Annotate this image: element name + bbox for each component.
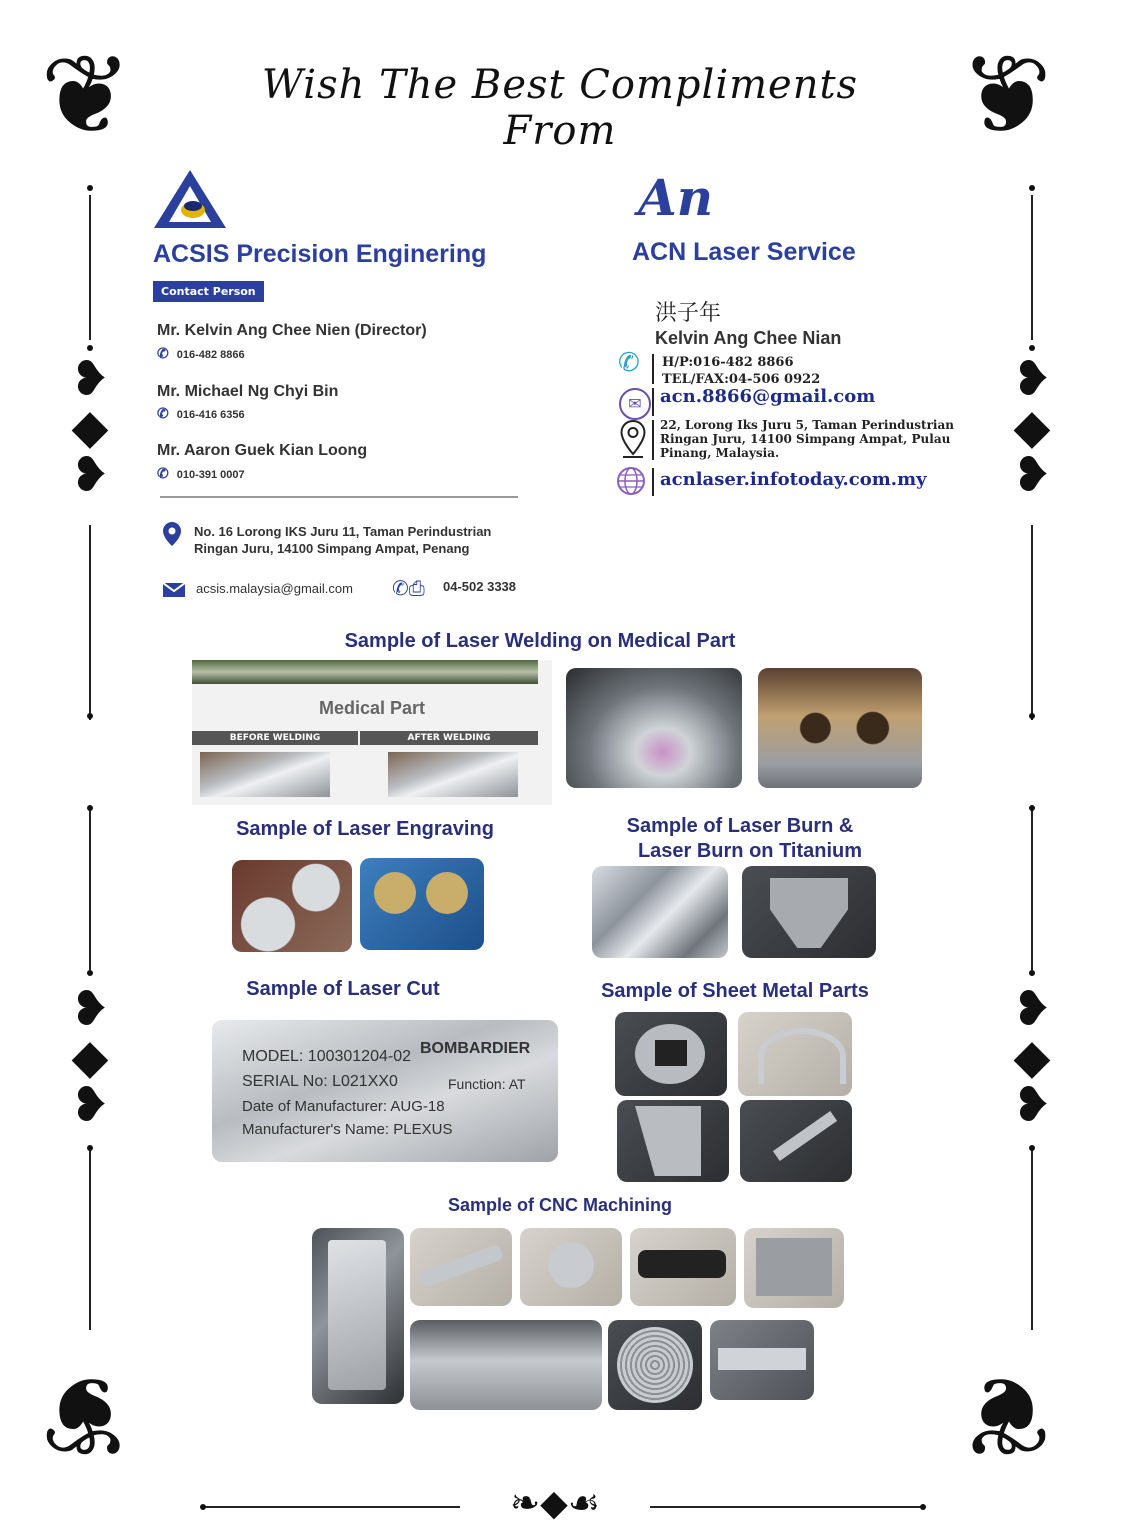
sheet-metal-photo-4 (740, 1100, 852, 1182)
section-title-cnc: Sample of CNC Machining (447, 1195, 672, 1215)
location-pin-icon (620, 420, 646, 458)
divider-bar (652, 388, 654, 416)
divider-bar (652, 420, 654, 460)
cnc-photo-7 (608, 1320, 702, 1410)
mail-icon (163, 583, 185, 597)
after-label: AFTER WELDING (360, 731, 538, 745)
contact-name-1: Mr. Kelvin Ang Chee Nien (Director) (157, 322, 427, 339)
divider-bar (652, 468, 654, 496)
cnc-photo-3 (520, 1228, 622, 1306)
acn-company-name: ACN Laser Service (632, 238, 856, 266)
welding-photo-part (758, 668, 922, 788)
medical-part-card (192, 660, 552, 805)
acn-website[interactable]: acnlaser.infotoday.com.my (660, 469, 927, 490)
acn-address-line3: Pinang, Malaysia. (660, 446, 780, 460)
acsis-address-line1: No. 16 Lorong IKS Juru 11, Taman Perindustrian (194, 524, 492, 539)
sheet-metal-photo-3 (617, 1100, 729, 1182)
cnc-photo-5 (744, 1228, 844, 1308)
bottom-ornament-icon: ❧◆☙ (509, 1483, 601, 1524)
acn-person-name: Kelvin Ang Chee Nian (655, 328, 842, 348)
border-dot (87, 1145, 93, 1151)
globe-icon (616, 466, 646, 496)
border-dot (1029, 970, 1035, 976)
before-label: BEFORE WELDING (192, 731, 358, 745)
acn-hp[interactable]: H/P:016-482 8866 (662, 355, 794, 370)
plate-function: Function: AT (448, 1076, 526, 1092)
border-dot (87, 970, 93, 976)
plate-brand: BOMBARDIER (420, 1040, 531, 1057)
burn-photo-1 (592, 866, 728, 958)
border-dot (1029, 185, 1035, 191)
side-ornament-icon: ❥ ◆ ❥ (69, 981, 111, 1133)
border-right-line-mid (1031, 525, 1033, 720)
section-title-sheet-metal: Sample of Sheet Metal Parts (601, 980, 869, 1002)
border-dot (1029, 805, 1035, 811)
cnc-part (718, 1348, 806, 1370)
border-left-line-mid (89, 525, 91, 720)
acsis-company-name: ACSIS Precision Enginering (153, 240, 487, 268)
phone-icon: ✆ (157, 465, 169, 481)
cnc-part (638, 1250, 726, 1278)
border-dot (200, 1504, 206, 1510)
engraving-photo-1 (232, 860, 352, 952)
engraving-photo-2 (360, 858, 484, 950)
side-ornament-icon: ❥ ◆ ❥ (1011, 981, 1053, 1133)
before-welding-image (200, 752, 330, 797)
border-dot (1029, 1145, 1035, 1151)
phone-icon: ✆ (157, 405, 169, 421)
location-pin-icon (163, 522, 181, 546)
border-bottom-line-right (650, 1506, 925, 1508)
corner-flourish-icon: ❦ (960, 1351, 1053, 1479)
titanium-part (770, 878, 848, 948)
border-bottom-line-left (205, 1506, 460, 1508)
border-right-line-upper (1031, 195, 1033, 340)
acn-chinese-name: 洪子年 (655, 301, 722, 326)
border-dot (1029, 713, 1035, 719)
corner-flourish-icon: ❦ (960, 31, 1053, 159)
sheet-part (758, 1028, 846, 1084)
cnc-photo-1 (312, 1228, 404, 1404)
welding-photo-ring (566, 668, 742, 788)
cnc-part (756, 1238, 832, 1296)
contact-name-3: Mr. Aaron Guek Kian Loong (157, 442, 368, 459)
border-dot (87, 185, 93, 191)
contact-phone-3[interactable] (157, 465, 245, 482)
phone-number: 010-391 0007 (176, 469, 245, 481)
laser-cut-plate (212, 1020, 558, 1162)
sheet-metal-photo-1 (615, 1012, 727, 1096)
cnc-part (617, 1327, 693, 1403)
cnc-photo-4 (630, 1228, 736, 1306)
card-title: Medical Part (318, 698, 426, 718)
phone-icon: ✆ (618, 348, 640, 378)
cnc-photo-6 (410, 1320, 602, 1410)
section-title-engraving: Sample of Laser Engraving (236, 818, 494, 840)
corner-flourish-icon: ❦ (40, 31, 133, 159)
plate-line2: SERIAL No: L021XX0 (242, 1073, 398, 1090)
cnc-photo-2 (410, 1228, 512, 1306)
cnc-photo-8 (710, 1320, 814, 1400)
after-welding-image (388, 752, 518, 797)
acsis-email[interactable]: acsis.malaysia@gmail.com (196, 581, 353, 596)
contact-person-badge: Contact Person (153, 281, 264, 302)
burn-photo-2 (742, 866, 876, 958)
border-dot (87, 713, 93, 719)
cnc-part (418, 1244, 504, 1288)
border-right-line-lower (1031, 1150, 1033, 1330)
side-ornament-icon: ❥ ◆ ❥ (69, 351, 111, 503)
engraved-cap (426, 872, 468, 914)
section-title-burn-line2: Laser Burn on Titanium (637, 840, 863, 862)
border-left-line-upper (89, 195, 91, 340)
contact-phone-1[interactable] (157, 345, 245, 362)
plate-line3: Date of Manufacturer: AUG-18 (242, 1098, 445, 1115)
engraved-cap (374, 872, 416, 914)
acn-email[interactable]: acn.8866@gmail.com (660, 386, 876, 407)
phone-fax-icon: ✆⎙ (392, 576, 425, 600)
border-dot (87, 805, 93, 811)
acsis-address-line2: Ringan Juru, 14100 Simpang Ampat, Penang (194, 541, 470, 556)
acn-telfax[interactable]: TEL/FAX:04-506 0922 (662, 372, 821, 387)
border-right-line-mid2 (1031, 810, 1033, 970)
divider-bar (652, 354, 654, 384)
email-icon: ✉ (619, 388, 651, 420)
acn-logo: An (638, 168, 714, 227)
sheet-metal-photo-2 (738, 1012, 852, 1096)
acsis-tel[interactable]: 04-502 3338 (443, 579, 517, 594)
phone-number: 016-416 6356 (176, 409, 245, 421)
acn-address-line2: Ringan Juru, 14100 Simpang Ampat, Pulau (660, 432, 951, 446)
section-title-welding: Sample of Laser Welding on Medical Part (344, 630, 736, 652)
contact-name-2: Mr. Michael Ng Chyi Bin (157, 383, 339, 400)
phone-number: 016-482 8866 (176, 349, 245, 361)
cnc-part (328, 1240, 386, 1390)
border-dot (920, 1504, 926, 1510)
corner-flourish-icon: ❦ (40, 1351, 133, 1479)
acsis-logo-icon (153, 168, 228, 230)
page-title: Wish The Best Compliments From (261, 62, 859, 154)
rod-image (192, 660, 538, 684)
phone-icon: ✆ (157, 345, 169, 361)
section-title-cut: Sample of Laser Cut (246, 978, 440, 1000)
sheet-hole (655, 1040, 687, 1066)
section-title-burn-line1: Sample of Laser Burn & (626, 815, 854, 837)
cnc-part (548, 1242, 594, 1288)
side-ornament-icon: ❥ ◆ ❥ (1011, 351, 1053, 503)
contact-phone-2[interactable] (157, 405, 245, 422)
plate-line1: MODEL: 100301204-02 (242, 1048, 411, 1065)
border-left-line-mid2 (89, 810, 91, 970)
acn-address-line1: 22, Lorong Iks Juru 5, Taman Perindustrian (660, 418, 954, 432)
sheet-part (635, 1106, 701, 1176)
border-left-line-lower (89, 1150, 91, 1330)
sheet-part (773, 1111, 837, 1161)
plate-line4: Manufacturer's Name: PLEXUS (242, 1121, 453, 1138)
divider (160, 496, 518, 498)
